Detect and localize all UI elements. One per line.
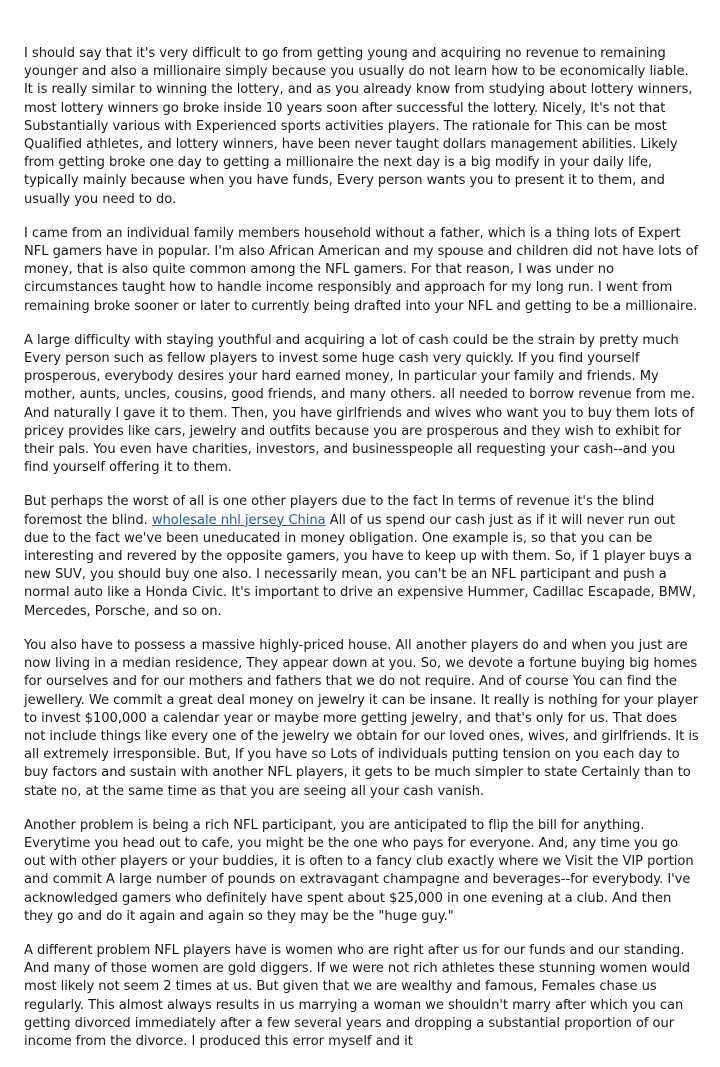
paragraph-7: A different problem NFL players have is women who are right after us for our funds and our standing. And many of those women are gold diggers. If we were not rich athletes these stunning women would most likely not seem 2 times at us. But given that we are wealthy and famous, Females chase us regularly. This almost always results in us marrying a woman we shouldn't marry after which you can getting divorced immediately after a few several years and dropping a substantial proportion of our income from the divorce. I produced this error myself and it bbox=[24, 942, 691, 1049]
document-body bbox=[24, 45, 700, 1067]
paragraph-5: You also have to possess a massive highly-priced house. All another players do and when you just are now living in a median residence, They appear down at you. So, we devote a fortune buying big homes for ourselves and for our mothers and fathers that we do not require. And of course You can find the jewellery. We commit a great deal money on jewelry it can be insane. It really is nothing for your player to invest $100,000 a calendar year or maybe more getting jewelry, and that's only for us. That does not include things like every one of the jewelry we obtain for our loved ones, wives, and girlfriends. It is all extremely irresponsible. But, If you have so Lots of individuals putting tension on you each day to buy factors and sustain with another NFL players, it gets to be much simpler to state Certainly than to state no, at the same time as that you are seeing all your cash vanish. bbox=[24, 637, 699, 799]
paragraph-3: A large difficulty with staying youthful and acquiring a lot of cash could be the strain by pretty much Every person such as fellow players to invest some huge cash very quickly. If you find yourself prosperous, everybody desires your hard earned money, In particular your family and friends. My mother, aunts, uncles, cousins, good friends, and many others. all needed to borrow revenue from me. And naturally I gave it to them. Then, you have girlfriends and wives who want you to buy them lots of pricey provides like cars, jewelry and outfits because you are prosperous and they wish to exhibit for their pals. You even have charities, investors, and businesspeople all requesting your cash--and you find yourself offering it to them. bbox=[24, 332, 695, 476]
paragraph-4 bbox=[24, 493, 700, 620]
paragraph-2: I came from an individual family members household without a father, which is a thing lots of Expert NFL gamers have in popular. I'm also African American and my spouse and children did not have lots of money, that is also quite common among the NFL gamers. For that reason, I was under no circumstances taught how to handle income responsibly and approach for my long run. I went from remaining broke sooner or later to currently being drafted into your NFL and getting to be a millionaire. bbox=[24, 225, 699, 314]
paragraph-4-after: All of us spend our cash just as if it will never run out due to the fact we've been uneducated in money obligation. One example is, so that you can be interesting and revered by the opposite gamers, you have to keep up with them. So, if 1 player buys a new SUV, you should buy one also. I necessarily mean, you can't be an NFL participant and push a normal auto like a Honda Civic. It's important to drive an expensive Hummer, Cadillac Escapade, BMW, Mercedes, Porsche, and so on. bbox=[24, 512, 696, 619]
paragraph-4-before: But perhaps the worst of all is one other players due to the fact In terms of revenue it's the blind foremost the blind. bbox=[24, 494, 655, 528]
paragraph-1: I should say that it's very difficult to go from getting young and acquiring no revenue to remaining younger and also a millionaire simply because you usually do not learn how to be economically liable. It is really similar to winning the lottery, and as you already know from studying about lottery winners, most lottery winners go broke inside 10 years soon after successful the lottery. Nicely, It's not that Substantially various with Experienced sports activities players. The rationale for This can be most Qualified athletes, and lottery winners, have been never taught dollars management abilities. Likely from getting broke one day to getting a millionaire the next day is a big modify in your daily life, typically mainly because when you have funds, Every person wants you to present it to them, and usually you need to do. bbox=[24, 46, 693, 207]
wholesale-jersey-link[interactable]: wholesale nhl jersey China bbox=[151, 512, 326, 528]
paragraph-6: Another problem is being a rich NFL participant, you are anticipated to flip the bill for anything. Everytime you head out to cafe, you might be the one who pays for everyone. And, any time you go out with other players or your buddies, it is often to a fancy club exactly where we Visit the VIP portion and commit A large number of pounds on extravagant champagne and beverages--for everybody. I've acknowledged gamers who definitely have spent about $25,000 in one evening at a club. And then they go and do it again and again so they may be the "huge guy." bbox=[24, 817, 694, 924]
